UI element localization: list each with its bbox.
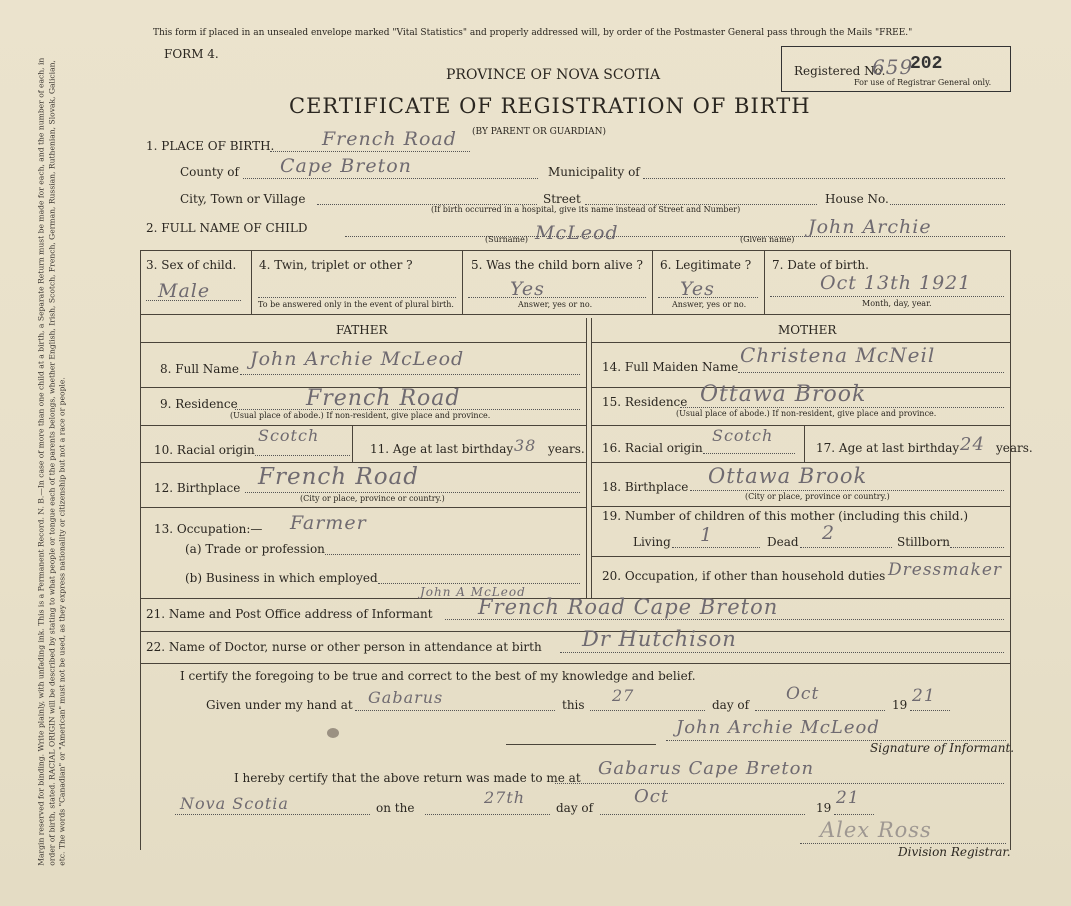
date-label: 7. Date of birth. [772,258,869,272]
registration-year: 21 [836,788,860,808]
mother-occupation-value: Dressmaker [888,560,1003,580]
registration-day-of: day of [556,801,594,815]
year-prefix: 19 [892,698,908,712]
return-value: Gabarus Cape Breton [598,758,815,779]
informant-name-value: John A McLeod [420,585,526,599]
mother-birthplace-value: Ottawa Brook [708,464,868,488]
registrar-note: For use of Registrar General only. [854,78,992,87]
county-value: Cape Breton [280,155,412,177]
given-under-label: Given under my hand at [206,698,353,712]
legitimate-note: Answer, yes or no. [672,300,747,309]
informant-signature: John Archie McLeod [676,717,880,738]
subtitle: (BY PARENT OR GUARDIAN) [472,127,607,137]
registration-box [781,46,1011,92]
twin-label: 4. Twin, triplet or other ? [259,258,413,272]
mother-racial-label: 16. Racial origin [602,441,703,455]
father-birthplace-note: (City or place, province or country.) [300,494,445,503]
alive-label: 5. Was the child born alive ? [471,258,643,272]
business-label: (b) Business in which employed [185,571,378,585]
mother-residence-note: (Usual place of abode.) If non-resident, give place and province. [676,409,937,418]
father-racial-label: 10. Racial origin [154,443,255,457]
county-label: County of [180,165,239,179]
mother-heading: MOTHER [778,323,837,337]
mother-birthplace-note: (City or place, province or country.) [745,492,890,501]
mother-name-label: 14. Full Maiden Name [602,360,739,374]
sex-label: 3. Sex of child. [146,258,237,272]
place-of-birth-value: French Road [322,128,457,150]
father-age-label: 11. Age at last birthday [370,442,514,456]
informant-label: 21. Name and Post Office address of Informant [146,607,433,621]
year-value: 21 [912,686,936,706]
alive-note: Answer, yes or no. [518,300,593,309]
mother-residence-value: Ottawa Brook [700,382,867,407]
registration-year-prefix: 19 [816,801,832,815]
this-label: this [562,698,585,712]
father-occupation-value: Farmer [290,512,367,534]
father-residence-note: (Usual place of abode.) If non-resident, give place and province. [230,411,491,420]
surname-value: McLeod [535,222,619,244]
day-value: 27 [612,686,635,705]
dead-label: Dead [767,535,799,549]
ink-blot [327,728,339,738]
registrar-signature: Alex Ross [820,818,932,842]
father-age-value: 38 [514,436,537,455]
father-birthplace-value: French Road [258,464,419,490]
mother-years-label: years. [996,441,1033,455]
registered-number: 202 [910,54,943,74]
date-note: Month, day, year. [862,299,932,308]
living-value: 1 [700,524,714,546]
certification-statement: I certify the foregoing to be true and correct to the best of my knowledge and belief. [180,669,696,683]
father-name-value: John Archie McLeod [250,348,465,370]
mother-age-label: 17. Age at last birthday [816,441,960,455]
children-label: 19. Number of children of this mother (including this child.) [602,509,969,523]
mother-birthplace-label: 18. Birthplace [602,480,689,494]
house-label: House No. [825,192,889,206]
sex-value: Male [158,280,211,302]
father-name-label: 8. Full Name [160,362,239,376]
province-value: Nova Scotia [180,794,289,813]
page-title: CERTIFICATE OF REGISTRATION OF BIRTH [289,94,811,118]
postal-notice: This form if placed in an unsealed envelope marked "Vital Statistics" and properly addressed will, by order of the Postmaster General pass through the Mails "FREE." [153,28,913,38]
registration-day: 27th [484,788,526,807]
father-occupation-label: 13. Occupation:— [154,522,263,536]
province-heading: PROVINCE OF NOVA SCOTIA [446,67,661,83]
given-name-label: (Given name) [740,235,795,244]
on-the-label: on the [376,801,415,815]
father-birthplace-label: 12. Birthplace [154,481,241,495]
mother-occupation-label: 20. Occupation, if other than household duties [602,569,886,583]
day-of-label: day of [712,698,750,712]
alive-value: Yes [510,278,545,300]
father-residence-label: 9. Residence [160,397,238,411]
city-label: City, Town or Village [180,192,306,206]
registered-handwritten: 659 [872,55,914,79]
form-number: FORM 4. [164,47,219,61]
trade-label: (a) Trade or profession [185,542,325,556]
margin-note: Margin reserved for binding. Write plainly, with unfading ink. This is a Permanent Record. N. B.—In case of more than one child at a birth, a Separate Return must be made for each, and the number of each, in order of birth, stated. RACIAL ORIGIN will be described by stating to what people or tongue each of the parents belongs, whether English, Irish, Scotch, French, German, Russian, Ruthenian, Slovak, Galician, etc. The words "Canadian" or "American" must not be used, as they express nationality or citizenship but not a race or people. [36,57,67,866]
street-label: Street [543,192,581,206]
mother-residence-label: 15. Residence [602,395,688,409]
registration-month: Oct [634,786,670,807]
date-value: Oct 13th 1921 [820,272,972,294]
legitimate-value: Yes [680,278,715,300]
informant-value: French Road Cape Breton [478,595,779,619]
father-residence-value: French Road [306,386,461,411]
hospital-note: (If birth occurred in a hospital, give its name instead of Street and Number) [431,205,741,214]
given-name-value: John Archie [808,216,932,238]
father-years-label: years. [548,442,585,456]
father-racial-value: Scotch [258,426,320,445]
twin-note: To be answered only in the event of plural birth. [258,300,454,309]
municipality-label: Municipality of [548,165,640,179]
child-name-label: 2. FULL NAME OF CHILD [146,221,308,235]
given-under-value: Gabarus [368,688,444,707]
return-label: I hereby certify that the above return was made to me at [234,771,581,785]
mother-name-value: Christena McNeil [740,343,936,367]
registered-label: Registered No. [794,64,886,78]
registrar-label: Division Registrar. [898,845,1011,859]
mother-racial-value: Scotch [712,426,774,445]
place-of-birth-label: 1. PLACE OF BIRTH. [146,139,275,153]
signature-label: Signature of Informant. [870,741,1015,755]
dead-value: 2 [822,522,836,544]
living-label: Living [633,535,671,549]
legitimate-label: 6. Legitimate ? [660,258,752,272]
surname-label: (Surname) [485,235,528,244]
doctor-value: Dr Hutchison [582,627,737,651]
stillborn-label: Stillborn [897,535,950,549]
mother-age-value: 24 [960,434,985,455]
month-value: Oct [786,684,820,704]
doctor-label: 22. Name of Doctor, nurse or other person in attendance at birth [146,640,542,654]
father-heading: FATHER [336,323,388,337]
